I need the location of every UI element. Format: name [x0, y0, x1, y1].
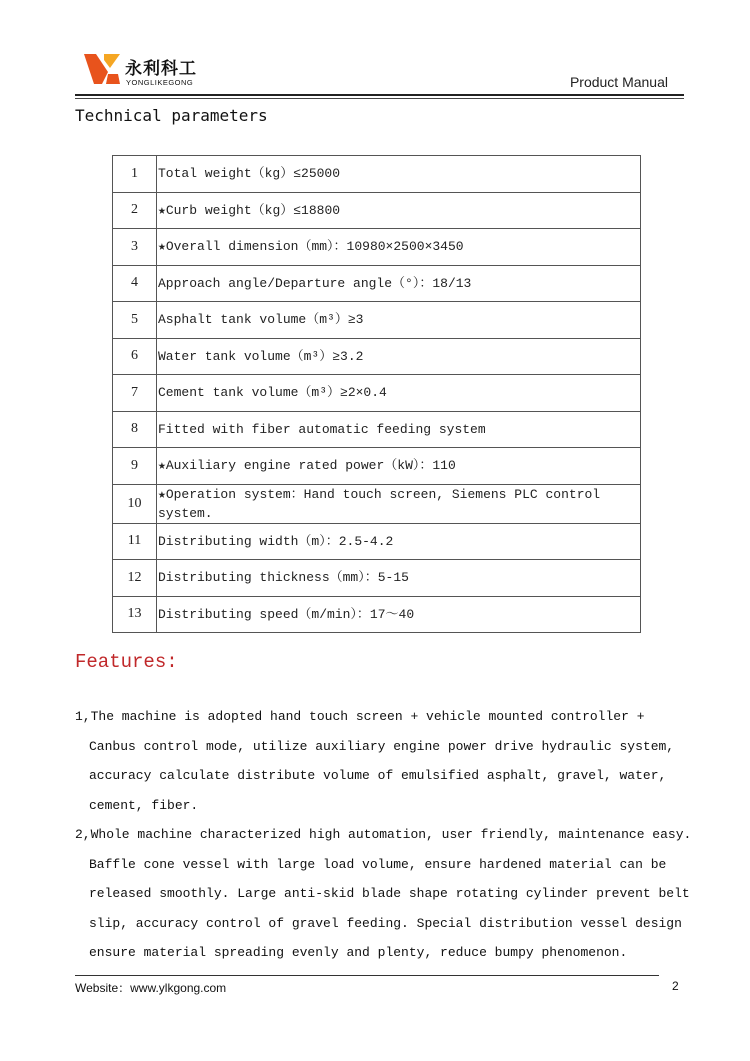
parameter-text: ★Auxiliary engine rated power（kW）：110: [157, 448, 641, 485]
parameter-row: [113, 338, 641, 375]
paragraph-line: accuracy calculate distribute volume of emulsified asphalt, gravel, water,: [89, 768, 667, 783]
logo-chinese-text: 永利科工: [125, 59, 197, 79]
feature-paragraph-1: [75, 702, 685, 820]
section-title: Technical parameters: [75, 106, 268, 125]
paragraph-line: cement, fiber.: [89, 797, 199, 813]
parameter-row: [113, 156, 641, 193]
parameter-text: Fitted with fiber automatic feeding system: [157, 411, 641, 448]
parameter-number: 3: [113, 229, 157, 266]
parameter-row: [113, 302, 641, 339]
parameter-row: [113, 596, 641, 633]
parameter-text: Distributing thickness（mm）：5-15: [157, 560, 641, 597]
parameter-text: Cement tank volume（m³）≥2×0.4: [157, 375, 641, 412]
company-logo: [82, 52, 232, 90]
parameter-number: 11: [113, 523, 157, 560]
parameter-number: 6: [113, 338, 157, 375]
parameter-text: Approach angle/Departure angle（°）：18/13: [157, 265, 641, 302]
footer-divider: [75, 975, 659, 976]
parameters-table: [112, 155, 641, 633]
parameter-row: [113, 192, 641, 229]
parameter-text: Distributing speed（m/min）：17～40: [157, 596, 641, 633]
header-divider: [75, 94, 684, 96]
parameter-number: 13: [113, 596, 157, 633]
paragraph-line: Canbus control mode, utilize auxiliary engine power drive hydraulic system,: [89, 738, 675, 754]
paragraph-line: released smoothly. Large anti-skid blade shape rotating cylinder prevent belt: [89, 886, 690, 901]
footer-website: Website：www.ylkgong.com: [75, 981, 227, 995]
parameter-row: [113, 411, 641, 448]
parameter-row: [113, 229, 641, 266]
paragraph-line: slip, accuracy control of gravel feeding. Special distribution vessel design: [89, 915, 682, 931]
parameter-text: Total weight（kg）≤25000: [157, 156, 641, 193]
parameter-text: Asphalt tank volume（m³）≥3: [157, 302, 641, 339]
parameter-row: [113, 523, 641, 560]
logo-english-text: YONGLIKEGONG: [126, 78, 194, 87]
parameter-number: 1: [113, 156, 157, 193]
parameter-number: 7: [113, 375, 157, 412]
parameter-row: [113, 448, 641, 485]
feature-paragraph-2: [75, 820, 692, 968]
paragraph-line: 2,Whole machine characterized high automation, user friendly, maintenance easy.: [75, 827, 692, 842]
parameter-number: 8: [113, 411, 157, 448]
parameter-text: Water tank volume（m³）≥3.2: [157, 338, 641, 375]
document-type-label: Product Manual: [569, 74, 668, 90]
paragraph-line: 1,The machine is adopted hand touch screen + vehicle mounted controller +: [75, 709, 645, 724]
parameter-number: 9: [113, 448, 157, 485]
parameter-row: [113, 375, 641, 412]
parameter-text: Distributing width（m）：2.5-4.2: [157, 523, 641, 560]
features-title: Features:: [75, 651, 178, 673]
paragraph-line: Baffle cone vessel with large load volume, ensure hardened material can be: [89, 856, 667, 872]
parameter-row: [113, 484, 641, 523]
header-divider-thin: [75, 98, 684, 99]
parameter-number: 2: [113, 192, 157, 229]
page-number: 2: [672, 979, 679, 993]
parameter-number: 5: [113, 302, 157, 339]
paragraph-line: ensure material spreading evenly and plenty, reduce bumpy phenomenon.: [89, 945, 628, 960]
parameter-number: 4: [113, 265, 157, 302]
parameter-text: ★Overall dimension（mm）：10980×2500×3450: [157, 229, 641, 266]
parameter-text: ★Operation system：Hand touch screen, Siemens PLC control system.: [157, 484, 641, 523]
logo-mark-icon: [82, 52, 122, 86]
parameter-text: ★Curb weight（kg）≤18800: [157, 192, 641, 229]
parameter-number: 10: [113, 484, 157, 523]
parameter-row: [113, 265, 641, 302]
parameter-row: [113, 560, 641, 597]
parameter-number: 12: [113, 560, 157, 597]
